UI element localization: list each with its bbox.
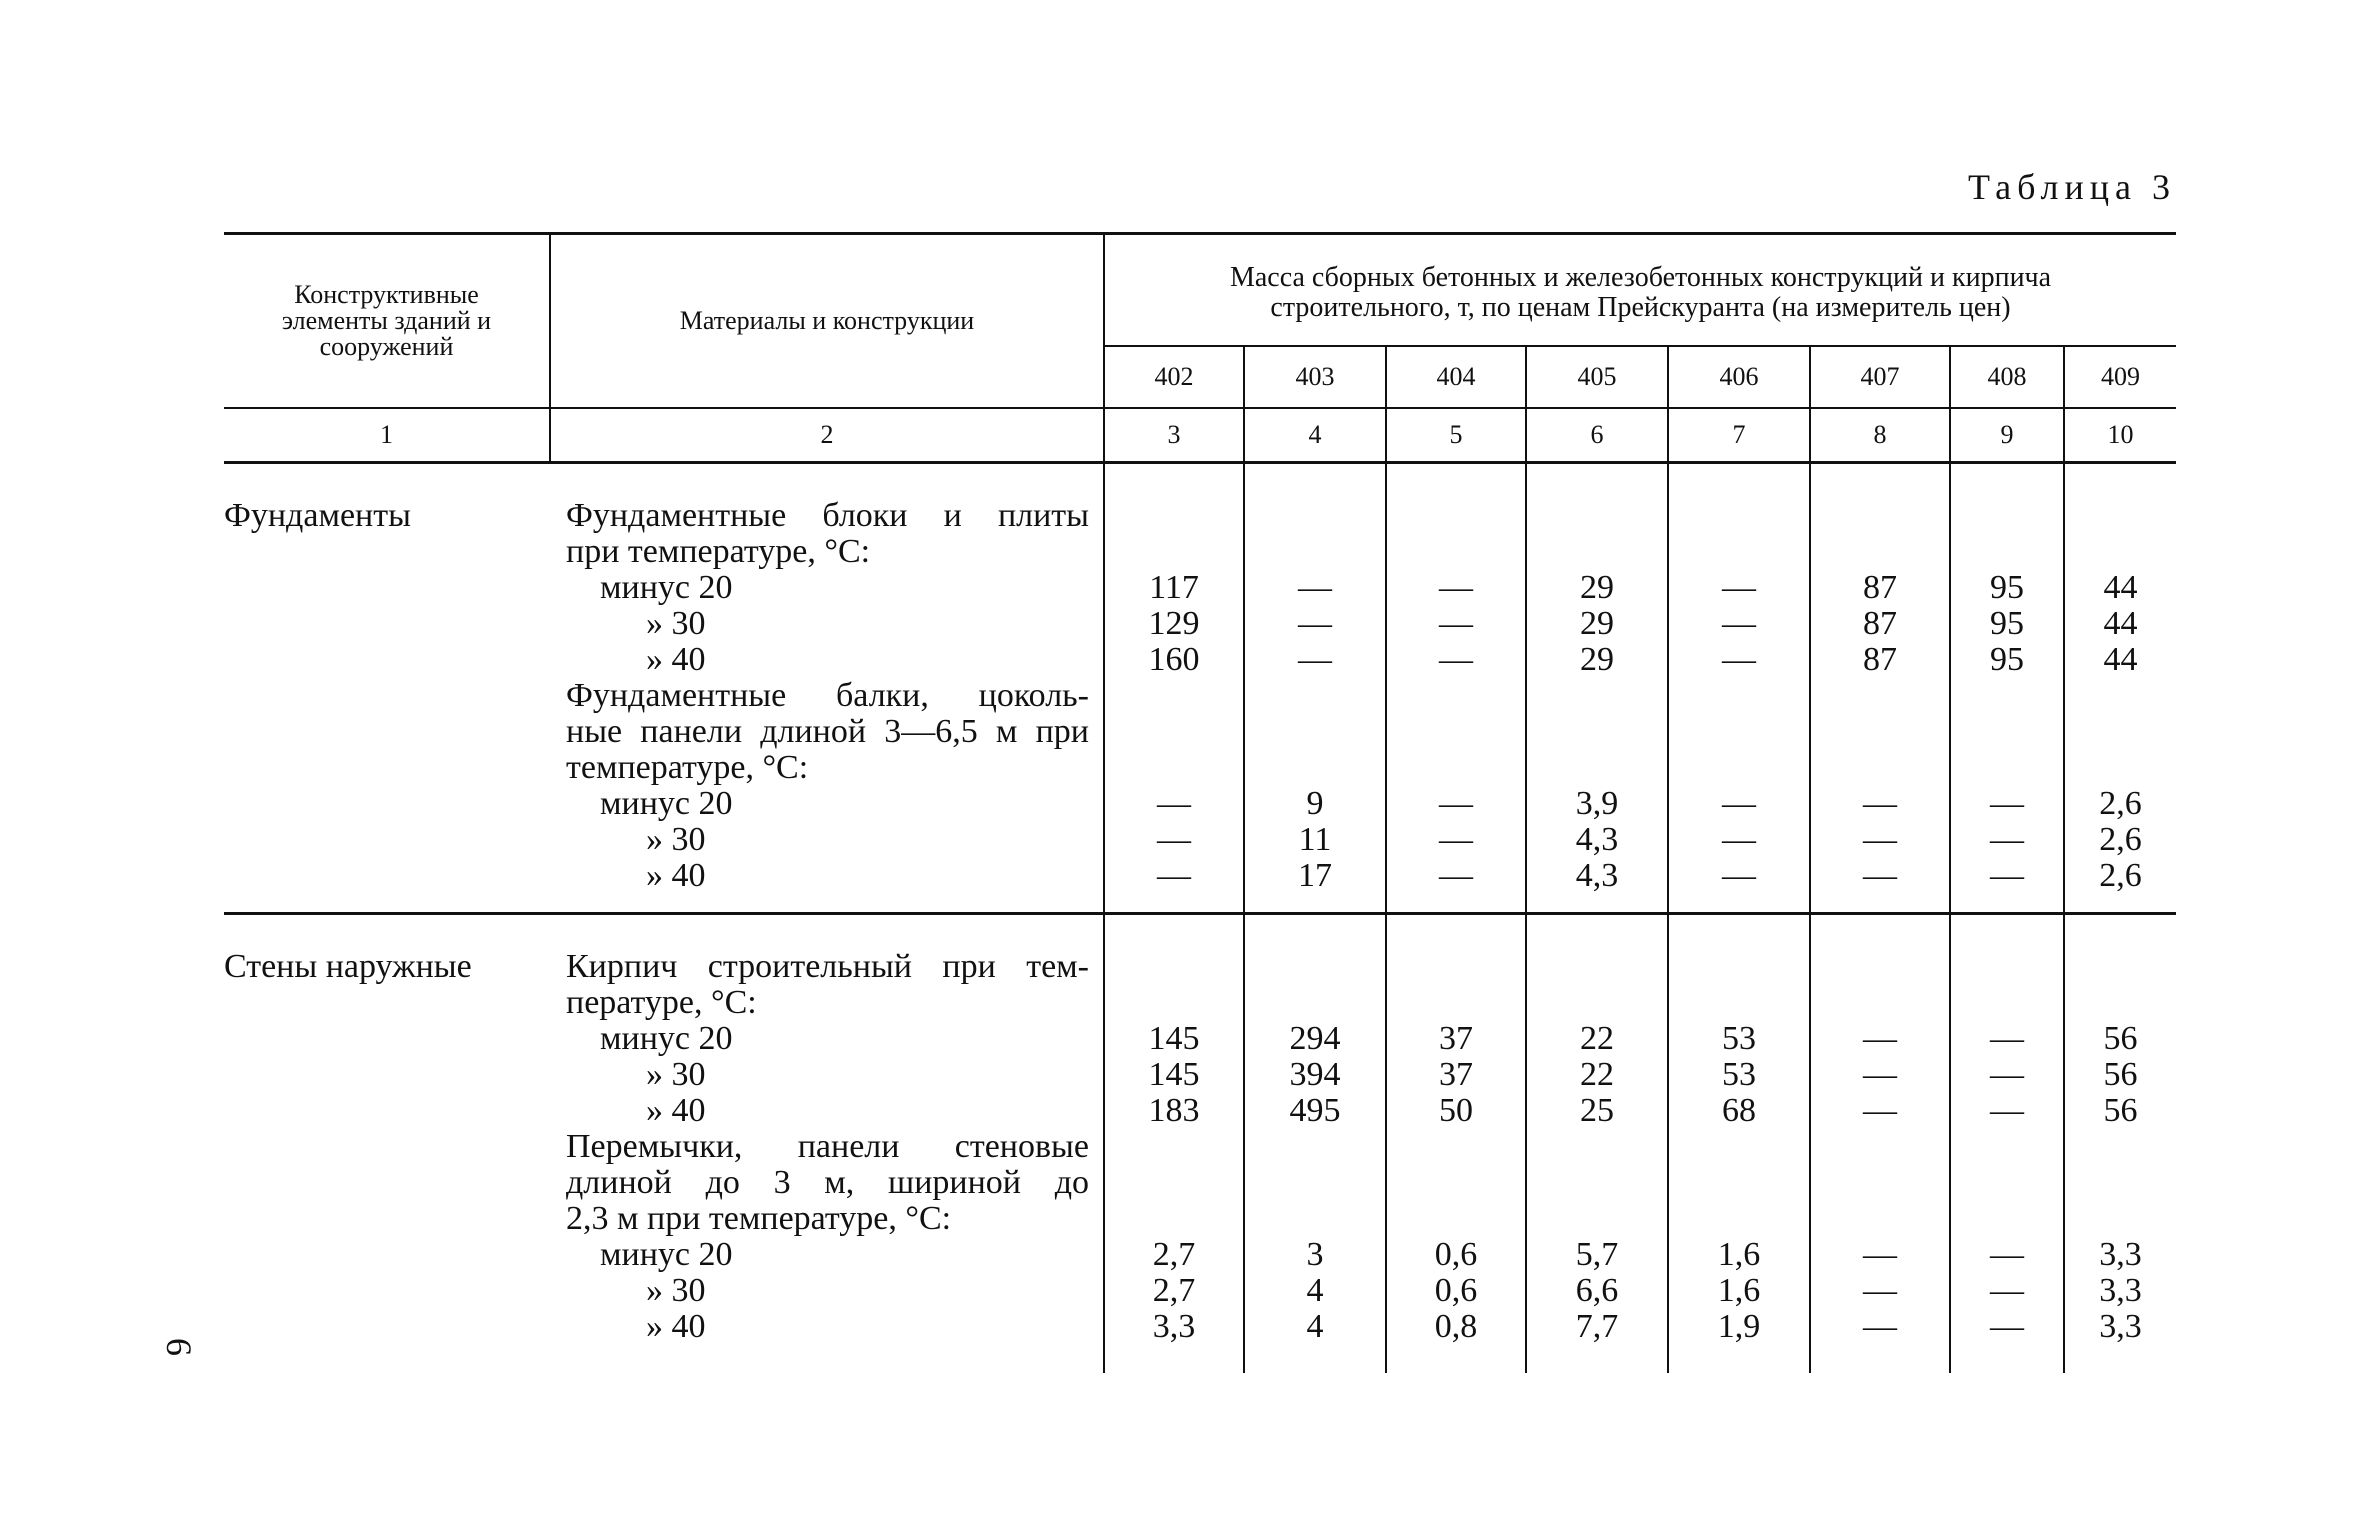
data-value: —	[1990, 1272, 2024, 1309]
data-column	[2064, 914, 2176, 1346]
section-separator	[224, 894, 2176, 914]
group-title-line: ные панели длиной 3—6,5 м при	[566, 713, 1089, 750]
row-label: » 30	[646, 605, 706, 642]
table-bottom-padding	[224, 1345, 2176, 1373]
data-value: 495	[1289, 1092, 1341, 1129]
column-number: 7	[1668, 408, 1810, 463]
data-value: —	[1722, 605, 1756, 642]
code-cell: 407	[1810, 346, 1950, 408]
data-value: 4	[1306, 1272, 1324, 1309]
code-cell: 409	[2064, 346, 2176, 408]
row-label: минус 20	[600, 1020, 733, 1057]
data-value: 183	[1148, 1092, 1200, 1129]
data-value: 160	[1148, 641, 1200, 678]
data-value: 29	[1580, 569, 1614, 606]
data-value: 50	[1439, 1092, 1473, 1129]
data-value: —	[1722, 857, 1756, 894]
data-column	[1668, 463, 1810, 895]
data-value: —	[1863, 821, 1897, 858]
column-numbers-row	[224, 408, 2176, 463]
data-value: —	[1298, 641, 1332, 678]
section-name: Фундаменты	[224, 497, 411, 534]
data-value: —	[1990, 1056, 2024, 1093]
data-value: 56	[2103, 1056, 2138, 1093]
data-column	[1668, 914, 1810, 1346]
data-value: 5,7	[1575, 1236, 1619, 1273]
data-value: —	[1157, 785, 1191, 822]
column-number: 9	[1950, 408, 2064, 463]
data-value: —	[1439, 641, 1473, 678]
header-mass-group: Масса сборных бетонных и железобетонных конструкций и кирпича строительного, т, по ценам Прейскуранта (на измеритель цен)	[1104, 234, 2176, 347]
data-value: 44	[2103, 605, 2138, 642]
data-value: 3,3	[2099, 1272, 2142, 1309]
group-title-line: пературе, °С:	[566, 984, 757, 1021]
table-title: Таблица 3	[1968, 167, 2176, 207]
group-title-line: при температуре, °С:	[566, 533, 871, 570]
data-value: —	[1863, 1308, 1897, 1345]
data-value: —	[1863, 1056, 1897, 1093]
data-value: —	[1863, 1236, 1897, 1273]
data-value: 56	[2103, 1020, 2138, 1057]
data-value: 1,6	[1717, 1236, 1761, 1273]
row-label: » 40	[646, 1092, 706, 1129]
row-label: » 40	[646, 857, 706, 894]
data-table	[224, 232, 2176, 1373]
data-value: 9	[1306, 785, 1324, 822]
data-value: 3	[1306, 1236, 1324, 1273]
data-column	[1810, 463, 1950, 895]
data-value: 6,6	[1575, 1272, 1619, 1309]
data-value: 145	[1148, 1056, 1200, 1093]
page-number: 6	[159, 1338, 199, 1356]
group-title-line: 2,3 м при температуре, °С:	[566, 1200, 952, 1237]
data-value: 87	[1863, 641, 1897, 678]
data-value: 4,3	[1575, 857, 1619, 894]
data-value: 53	[1722, 1020, 1756, 1057]
data-value: 3,9	[1575, 785, 1619, 822]
code-cell: 403	[1244, 346, 1386, 408]
data-value: —	[1990, 1236, 2024, 1273]
code-cell: 405	[1526, 346, 1668, 408]
data-value: 95	[1990, 641, 2024, 678]
section-row-exterior-walls	[224, 914, 2176, 1346]
group-title-line: Фундаментные блоки и плиты	[566, 497, 1089, 534]
column-number: 2	[550, 408, 1104, 463]
data-value: 145	[1148, 1020, 1200, 1057]
data-column	[1244, 463, 1386, 895]
data-value: 87	[1863, 605, 1897, 642]
data-column	[1386, 914, 1526, 1346]
data-value: 3,3	[2099, 1236, 2142, 1273]
row-label: » 40	[646, 1308, 706, 1345]
data-value: 294	[1289, 1020, 1341, 1057]
data-value: 22	[1580, 1056, 1614, 1093]
column-number: 6	[1526, 408, 1668, 463]
data-value: 7,7	[1575, 1308, 1619, 1345]
data-value: 29	[1580, 605, 1614, 642]
data-value: —	[1863, 1092, 1897, 1129]
data-value: 0,6	[1434, 1236, 1478, 1273]
code-cell: 404	[1386, 346, 1526, 408]
data-column	[1950, 914, 2064, 1346]
data-value: —	[1439, 605, 1473, 642]
data-value: 44	[2103, 641, 2138, 678]
data-value: 0,8	[1434, 1308, 1478, 1345]
data-column	[1526, 463, 1668, 895]
data-value: 56	[2103, 1092, 2138, 1129]
data-value: 29	[1580, 641, 1614, 678]
data-column	[1104, 914, 1244, 1346]
data-value: 3,3	[2099, 1308, 2142, 1345]
column-number: 5	[1386, 408, 1526, 463]
data-value: —	[1990, 785, 2024, 822]
data-column	[2064, 463, 2176, 895]
data-column	[1950, 463, 2064, 895]
group-title-line: температуре, °С:	[566, 749, 809, 786]
data-value: 4,3	[1575, 821, 1619, 858]
row-label: минус 20	[600, 785, 733, 822]
row-label: » 30	[646, 821, 706, 858]
code-cell: 408	[1950, 346, 2064, 408]
data-value: 1,6	[1717, 1272, 1761, 1309]
data-value: 95	[1990, 569, 2024, 606]
data-value: —	[1863, 785, 1897, 822]
column-number: 4	[1244, 408, 1386, 463]
group-title-line: длиной до 3 м, шириной до	[566, 1164, 1089, 1201]
row-label: » 30	[646, 1272, 706, 1309]
data-value: —	[1298, 605, 1332, 642]
section-row-foundations	[224, 463, 2176, 895]
column-number: 3	[1104, 408, 1244, 463]
data-value: —	[1990, 1020, 2024, 1057]
data-value: —	[1863, 1020, 1897, 1057]
code-cell: 406	[1668, 346, 1810, 408]
data-value: —	[1863, 1272, 1897, 1309]
data-value: —	[1439, 569, 1473, 606]
data-value: —	[1298, 569, 1332, 606]
data-value: 22	[1580, 1020, 1614, 1057]
data-value: 4	[1306, 1308, 1324, 1345]
header-constructive-elements: Конструктивные элементы зданий и сооружений	[224, 234, 550, 409]
data-value: —	[1863, 857, 1897, 894]
data-value: 37	[1439, 1020, 1473, 1057]
data-value: 17	[1298, 857, 1332, 894]
data-value: 25	[1580, 1092, 1614, 1129]
data-value: —	[1722, 785, 1756, 822]
data-value: 1,9	[1717, 1308, 1761, 1345]
data-value: 44	[2103, 569, 2138, 606]
data-value: 37	[1439, 1056, 1473, 1093]
data-value: 2,7	[1152, 1236, 1196, 1273]
data-value: 68	[1722, 1092, 1756, 1129]
data-value: 3,3	[1152, 1308, 1196, 1345]
data-column	[1526, 914, 1668, 1346]
data-value: 2,6	[2099, 821, 2142, 858]
data-value: 11	[1298, 821, 1332, 858]
data-column	[1810, 914, 1950, 1346]
column-number: 8	[1810, 408, 1950, 463]
materials-cell	[550, 463, 1104, 895]
row-label: минус 20	[600, 569, 733, 606]
row-label: » 40	[646, 641, 706, 678]
data-value: 129	[1148, 605, 1200, 642]
data-value: 394	[1289, 1056, 1341, 1093]
group-title-line: Перемычки, панели стеновые	[566, 1128, 1089, 1165]
data-value: 0,6	[1434, 1272, 1478, 1309]
data-value: —	[1722, 569, 1756, 606]
data-value: 95	[1990, 605, 2024, 642]
header-materials: Материалы и конструкции	[550, 234, 1104, 409]
data-value: —	[1990, 857, 2024, 894]
data-value: —	[1990, 821, 2024, 858]
data-value: 117	[1149, 569, 1199, 606]
row-label: » 30	[646, 1056, 706, 1093]
data-value: —	[1990, 1308, 2024, 1345]
data-value: 2,6	[2099, 785, 2142, 822]
section-name: Стены наружные	[224, 948, 472, 985]
data-column	[1244, 914, 1386, 1346]
materials-cell	[550, 914, 1104, 1346]
row-label: минус 20	[600, 1236, 733, 1273]
data-value: 53	[1722, 1056, 1756, 1093]
data-value: 2,6	[2099, 857, 2142, 894]
data-column	[1104, 463, 1244, 895]
data-value: 87	[1863, 569, 1897, 606]
data-value: —	[1722, 641, 1756, 678]
column-number: 10	[2064, 408, 2176, 463]
data-value: 2,7	[1152, 1272, 1196, 1309]
data-value: —	[1439, 857, 1473, 894]
data-column	[1386, 463, 1526, 895]
data-value: —	[1157, 821, 1191, 858]
data-value: —	[1439, 785, 1473, 822]
group-title-line: Кирпич строительный при тем-	[566, 948, 1089, 985]
data-value: —	[1157, 857, 1191, 894]
data-value: —	[1722, 821, 1756, 858]
code-cell: 402	[1104, 346, 1244, 408]
column-number: 1	[224, 408, 550, 463]
group-title-line: Фундаментные балки, цоколь-	[566, 677, 1089, 714]
header-row	[224, 234, 2176, 347]
data-value: —	[1990, 1092, 2024, 1129]
data-value: —	[1439, 821, 1473, 858]
